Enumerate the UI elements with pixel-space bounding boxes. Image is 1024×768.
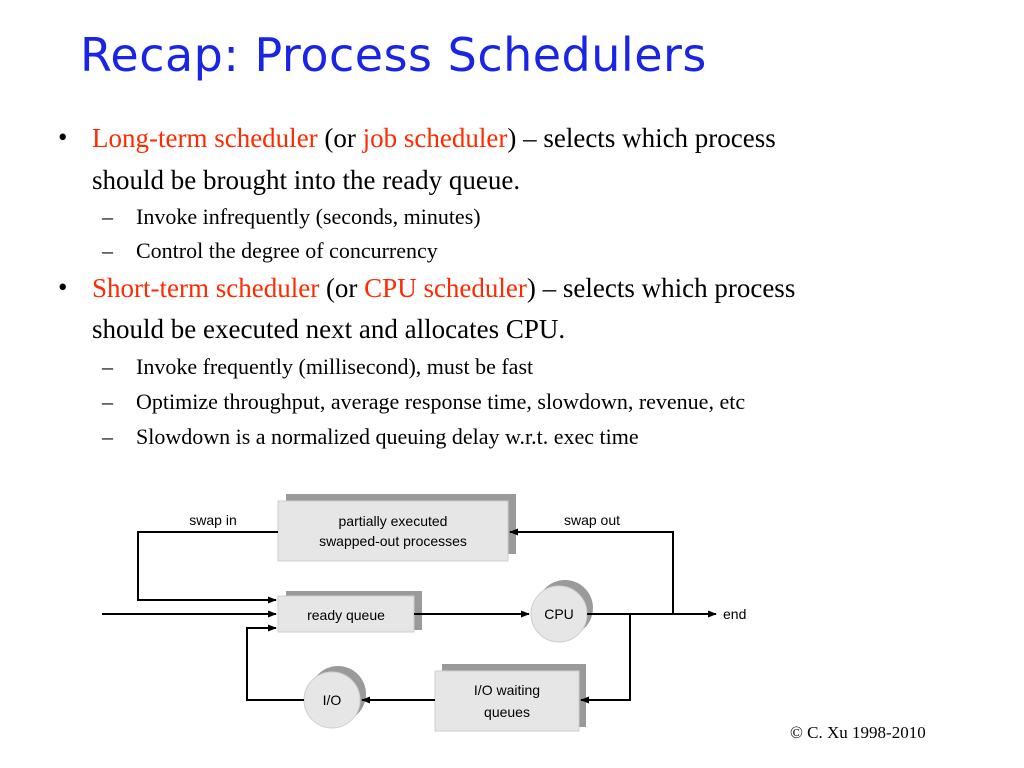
dash-symbol: – [102,389,113,414]
io-label: I/O [322,692,342,708]
bullet-symbol: • [58,122,68,152]
partial-box-line1: partially executed [338,513,448,529]
sub-bullet: Invoke infrequently (seconds, minutes) [136,204,481,229]
end-label: end [723,606,747,622]
partial-box [278,501,508,561]
dash-symbol: – [102,238,113,263]
io-waiting-box [435,671,579,731]
bullet-short-term-line2: should be executed next and allocates CPU. [92,314,566,344]
bullet-text: ) – selects which process [507,123,776,153]
long-term-scheduler-term: Long-term scheduler [92,123,318,153]
bullet-text: (or [319,273,365,303]
sub-bullet: Invoke frequently (millisecond), must be fast [136,354,534,379]
swap-out-label: swap out [563,512,621,528]
cpu-label: CPU [544,606,574,622]
dash-symbol: – [102,354,113,379]
short-term-scheduler-term: Short-term scheduler [92,273,320,303]
job-scheduler-term: job scheduler [362,123,508,153]
ready-queue-label: ready queue [307,607,385,623]
dash-symbol: – [102,204,113,229]
bullet-symbol: • [58,272,68,302]
sub-bullet: Slowdown is a normalized queuing delay w.r.t. exec time [136,424,639,449]
cpu-scheduler-term: CPU scheduler [364,273,527,303]
bullet-long-term-line2: should be brought into the ready queue. [92,165,521,195]
cpu-to-io-waiting-arrow [581,614,630,700]
partial-box-line2: swapped-out processes [319,533,467,549]
bullet-text: (or [317,123,363,153]
slide-title: Recap: Process Schedulers [80,28,707,82]
swap-in-label: swap in [189,512,237,528]
swap-in-arrow [138,532,278,600]
sub-bullet: Control the degree of concurrency [136,238,438,263]
io-waiting-line1: I/O waiting [473,682,541,698]
sub-bullet: Optimize throughput, average response time, slowdown, revenue, etc [136,389,746,414]
copyright-footer: © C. Xu 1998-2010 [790,723,926,742]
bullet-text: ) – selects which process [526,273,796,303]
io-waiting-line2: queues [484,704,530,720]
io-to-ready-arrow [247,628,304,700]
dash-symbol: – [102,424,113,449]
